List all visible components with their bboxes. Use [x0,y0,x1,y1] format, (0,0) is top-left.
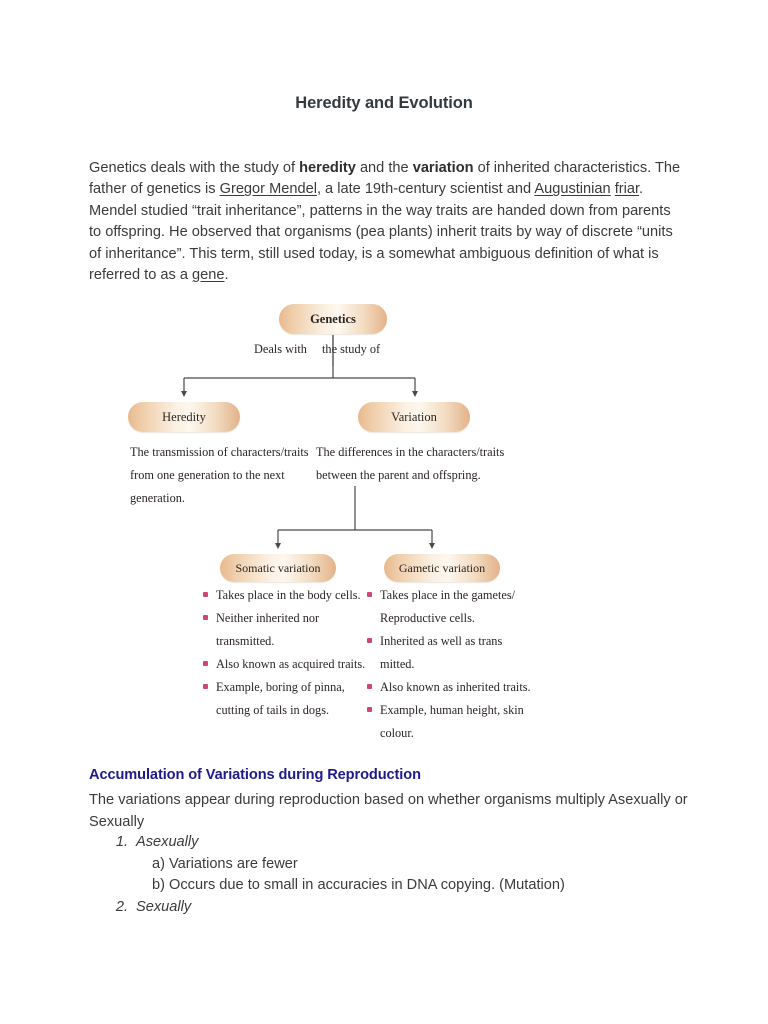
list-item: Inherited as well as trans mitted. [366,630,536,676]
list-item: Takes place in the gametes/ Reproductive cells. [366,584,536,630]
diagram-node-somatic-variation: Somatic variation [220,554,336,582]
reproduction-numbered-list [108,832,688,918]
somatic-variation-bullet-list [202,584,370,722]
intro-paragraph [89,158,685,287]
section-body-text: The variations appear during reproduction based on whether organisms multiply Asexually or Sexually [89,792,688,830]
edge-label-the-study-of: the study of [322,342,381,356]
list-item: Also known as inherited traits. [366,676,536,699]
list-item-asexually [108,832,688,854]
diagram-node-variation: Variation [358,402,470,432]
diagram-node-gametic-variation: Gametic variation [384,554,500,582]
page-title: Heredity and Evolution [295,94,473,112]
list-marker: 2. [115,898,128,915]
list-item: Example, boring of pinna, cutting of tails in dogs. [202,676,370,722]
intro-text-4: , a late 19th-century scientist and [316,181,535,198]
intro-bold-variation: variation [412,159,474,176]
diagram-node-heredity: Heredity [128,402,240,432]
gametic-variation-bullet-list [366,584,536,745]
intro-text-5: . Mendel studied “trait inheritance”, patterns in the way traits are handed down from parents to offspring. He observed that organisms (pea plants) inherit traits by way of discrete “units of inheritance”. This term, still used today, is a somewhat ambiguous definition of what is referred to as a [89,181,673,284]
intro-text-3: of inherited characteristics. The father of genetics is [89,159,681,198]
section-heading-accumulation: Accumulation of Variations during Reproduction [89,767,421,783]
list-item: Neither inherited nor transmitted. [202,607,370,653]
diagram-description-heredity: The transmission of characters/traits from one generation to the next generation. [130,445,309,505]
intro-bold-heredity: heredity [299,159,356,176]
list-item-label: Sexually [136,898,192,915]
intro-text-2: and the [355,159,413,176]
list-item: Example, human height, skin colour. [366,699,536,745]
list-item-sexually [108,897,688,919]
list-item: Also known as acquired traits. [202,653,370,676]
list-item-variations-fewer: a) Variations are fewer [152,855,298,872]
list-item-label: Asexually [136,834,199,850]
edge-label-deals-with: Deals with [254,342,307,356]
intro-underline-gregor-mendel: Gregor Mendel [219,181,317,198]
diagram-description-variation: The differences in the characters/traits between the parent and offspring. [316,445,505,482]
list-marker: 1. [115,834,128,850]
list-item-dna-copying: b) Occurs due to small in accuracies in DNA copying. (Mutation) [152,877,565,893]
diagram-node-genetics: Genetics [279,304,387,334]
intro-text-6: . [224,267,229,284]
intro-underline-friar: friar [614,181,640,198]
intro-underline-gene: gene [192,267,225,284]
list-item: Takes place in the body cells. [202,584,370,607]
genetics-flow-diagram [130,290,560,760]
intro-underline-augustinian: Augustinian [534,181,611,198]
intro-text-1: Genetics deals with the study of [89,159,300,176]
